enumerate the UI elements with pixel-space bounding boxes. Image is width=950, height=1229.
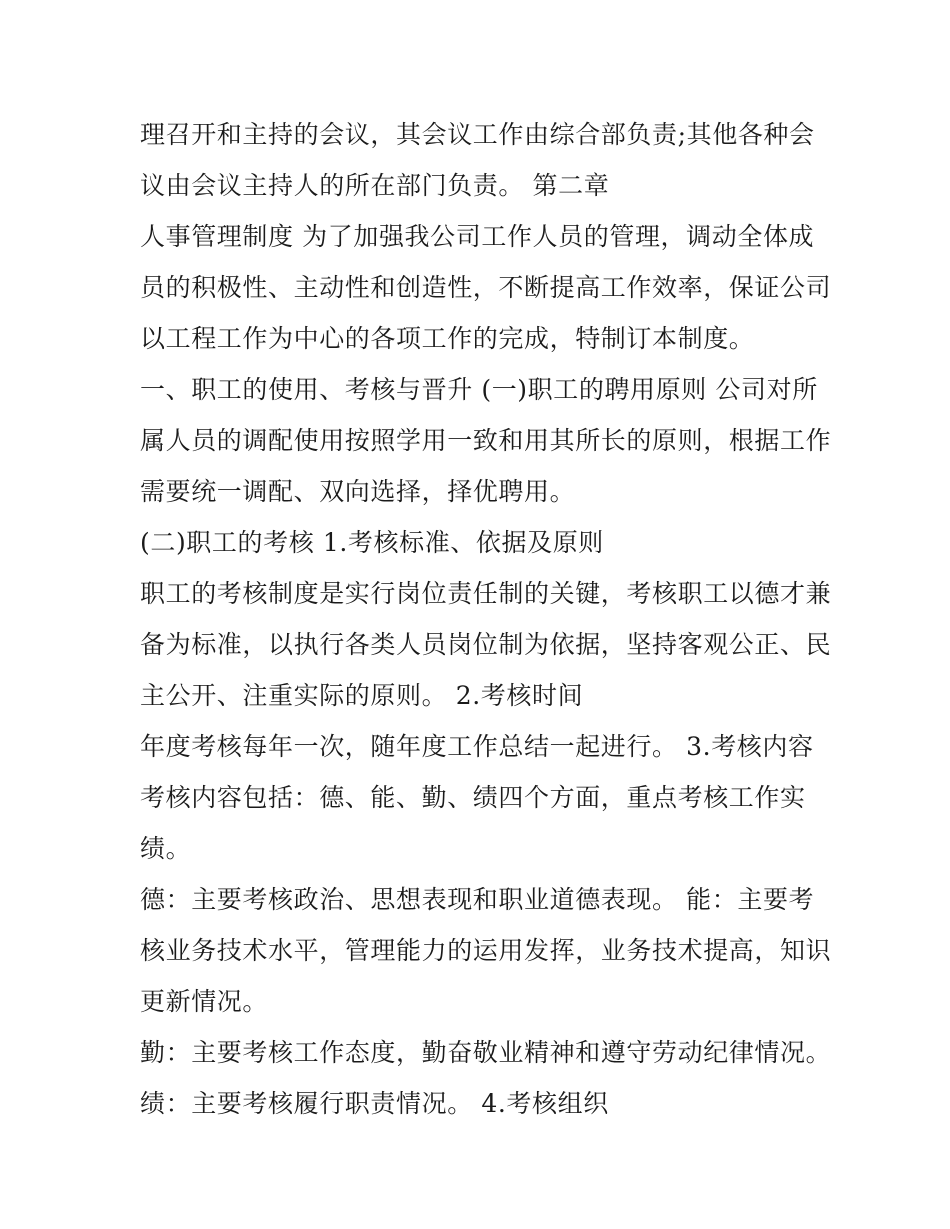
text-line: (二)职工的考核 1.考核标准、依据及原则 bbox=[140, 528, 604, 557]
text-line: 备为标准，以执行各类人员岗位制为依据，坚持客观公正、民 bbox=[140, 630, 832, 659]
text-line: 议由会议主持人的所在部门负责。 第二章 bbox=[140, 171, 610, 200]
text-line: 主公开、注重实际的原则。 2.考核时间 bbox=[140, 681, 584, 710]
text-line: 需要统一调配、双向选择，择优聘用。 bbox=[140, 477, 576, 506]
text-line: 年度考核每年一次，随年度工作总结一起进行。 3.考核内容 bbox=[140, 732, 814, 761]
text-line: 一、职工的使用、考核与晋升 (一)职工的聘用原则 公司对所 bbox=[140, 375, 818, 404]
text-line: 理召开和主持的会议，其会议工作由综合部负责;其他各种会 bbox=[140, 120, 815, 149]
text-line: 以工程工作为中心的各项工作的完成，特制订本制度。 bbox=[140, 324, 755, 353]
text-line: 勤：主要考核工作态度，勤奋敬业精神和遵守劳动纪律情况。 bbox=[140, 1038, 832, 1067]
text-line: 德：主要考核政治、思想表现和职业道德表现。 能：主要考 bbox=[140, 885, 815, 914]
text-line: 绩：主要考核履行职责情况。 4.考核组织 bbox=[140, 1089, 609, 1118]
text-line: 考核内容包括：德、能、勤、绩四个方面，重点考核工作实 bbox=[140, 783, 806, 812]
text-line: 员的积极性、主动性和创造性，不断提高工作效率，保证公司 bbox=[140, 273, 832, 302]
text-line: 更新情况。 bbox=[140, 987, 269, 1016]
text-line: 人事管理制度 为了加强我公司工作人员的管理，调动全体成 bbox=[140, 222, 815, 251]
text-line: 核业务技术水平，管理能力的运用发挥，业务技术提高，知识 bbox=[140, 936, 832, 965]
text-line: 属人员的调配使用按照学用一致和用其所长的原则，根据工作 bbox=[140, 426, 832, 455]
text-line: 绩。 bbox=[140, 834, 192, 863]
text-line: 职工的考核制度是实行岗位责任制的关键，考核职工以德才兼 bbox=[140, 579, 832, 608]
body-text bbox=[140, 109, 832, 1129]
